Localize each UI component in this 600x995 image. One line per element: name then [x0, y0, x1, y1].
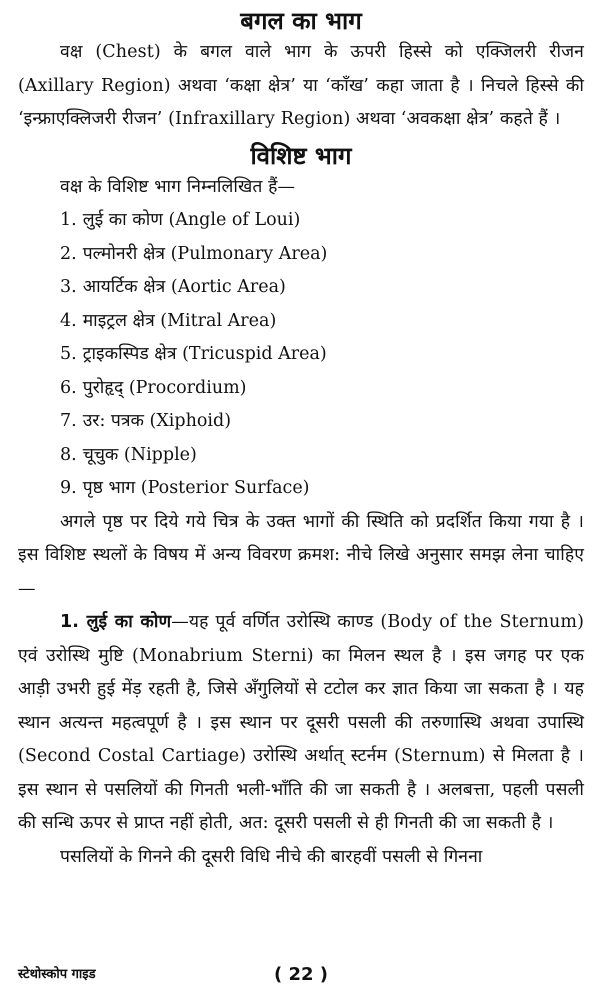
list-item-number: 4. [60, 310, 77, 331]
list-item-text: चूचुक (Nipple) [82, 444, 197, 465]
specific-parts-intro: वक्ष के विशिष्ट भाग निम्नलिखित हैं— [60, 176, 296, 197]
list-item [60, 271, 584, 305]
list-item-number: 2. [60, 243, 77, 264]
specific-parts-list [18, 204, 584, 506]
list-item [60, 338, 584, 372]
section-title-axillary: बगल का भाग [240, 7, 362, 35]
angle-of-loui-paragraph [18, 606, 584, 841]
page-footer [18, 961, 584, 989]
list-item-text: पल्मोनरी क्षेत्र (Pulmonary Area) [82, 243, 328, 264]
section-title-specific-parts: विशिष्ट भाग [250, 141, 352, 170]
list-item-text: पुरोहृद् (Procordium) [82, 377, 247, 398]
list-item-text: पृष्ठ भाग (Posterior Surface) [82, 478, 310, 498]
list-item-text: माइट्रल क्षेत्र (Mitral Area) [82, 310, 277, 331]
list-item-text: ट्राइकस्पिड क्षेत्र (Tricuspid Area) [82, 344, 327, 364]
axillary-paragraph: वक्ष (Chest) के बगल वाले भाग के ऊपरी हिस्से को एक्जिलरी रीजन (Axillary Region) अथवा ‘कक्षा क्षेत्र’ या ‘काँख’ कहा जाता है । निचले हिस्से की ‘इन्फ्राएक्लिजरी रीजन’ (Infraxillary Region) अथवा ‘अवकक्षा क्षेत्र’ कहते हैं । [18, 42, 584, 129]
list-item [60, 472, 584, 506]
list-item-text: आयर्टिक क्षेत्र (Aortic Area) [82, 277, 286, 297]
list-item-text: लुई का कोण (Angle of Loui) [82, 210, 301, 230]
list-item [60, 372, 584, 406]
page-number: ( 22 ) [273, 964, 329, 985]
list-item-number: 8. [60, 444, 77, 465]
after-list-paragraph: अगले पृष्ठ पर दिये गये चित्र के उक्त भागों की स्थिति को प्रदर्शित किया गया है । इस विशिष्ट स्थलों के विषय में अन्य विवरण क्रमश: नीचे लिखे अनुसार समझ लेना चाहिए— [18, 511, 584, 599]
list-item-text: उर: पत्रक (Xiphoid) [82, 411, 232, 431]
angle-of-loui-text: —यह पूर्व वर्णित उरोस्थि काण्ड (Body of the Sternum) एवं उरोस्थि मुष्टि (Monabrium Sterni) का मिलन स्थल है । इस जगह पर एक आड़ी उभरी हुई मेंड़ रहती है, जिसे अँगुलियों से टटोल कर ज्ञात किया जा सकता है । यह स्थान अत्यन्त महत्वपूर्ण है । इस स्थान पर दूसरी पसली की तरुणास्थि अथवा उपास्थि (Second Costal Cartiage) उरोस्थि अर्थात् स्टर्नम (Sternum) से मिलता है । इस स्थान से पसलियों की गिनती भली-भाँति की जा सकती है । अलबत्ता, पहली पसली की सन्धि ऊपर से प्राप्त नहीं होती, अत: दूसरी पसली से ही गिनती की जा सकती है । [18, 612, 584, 833]
angle-of-loui-lead: 1. लुई का कोण [60, 612, 172, 632]
list-item [60, 204, 584, 238]
list-item-number: 5. [60, 344, 77, 364]
last-line-paragraph: पसलियों के गिनने की दूसरी विधि नीचे की बारहवीं पसली से गिनना [60, 846, 483, 867]
list-item-number: 7. [60, 411, 77, 431]
book-title: स्टेथोस्कोप गाइड [18, 967, 96, 982]
list-item-number: 9. [60, 478, 77, 498]
list-item-number: 6. [60, 377, 77, 398]
list-item-number: 1. [60, 210, 77, 230]
list-item-number: 3. [60, 277, 77, 297]
list-item [60, 238, 584, 272]
list-item [60, 305, 584, 339]
list-item [60, 405, 584, 439]
list-item [60, 439, 584, 473]
